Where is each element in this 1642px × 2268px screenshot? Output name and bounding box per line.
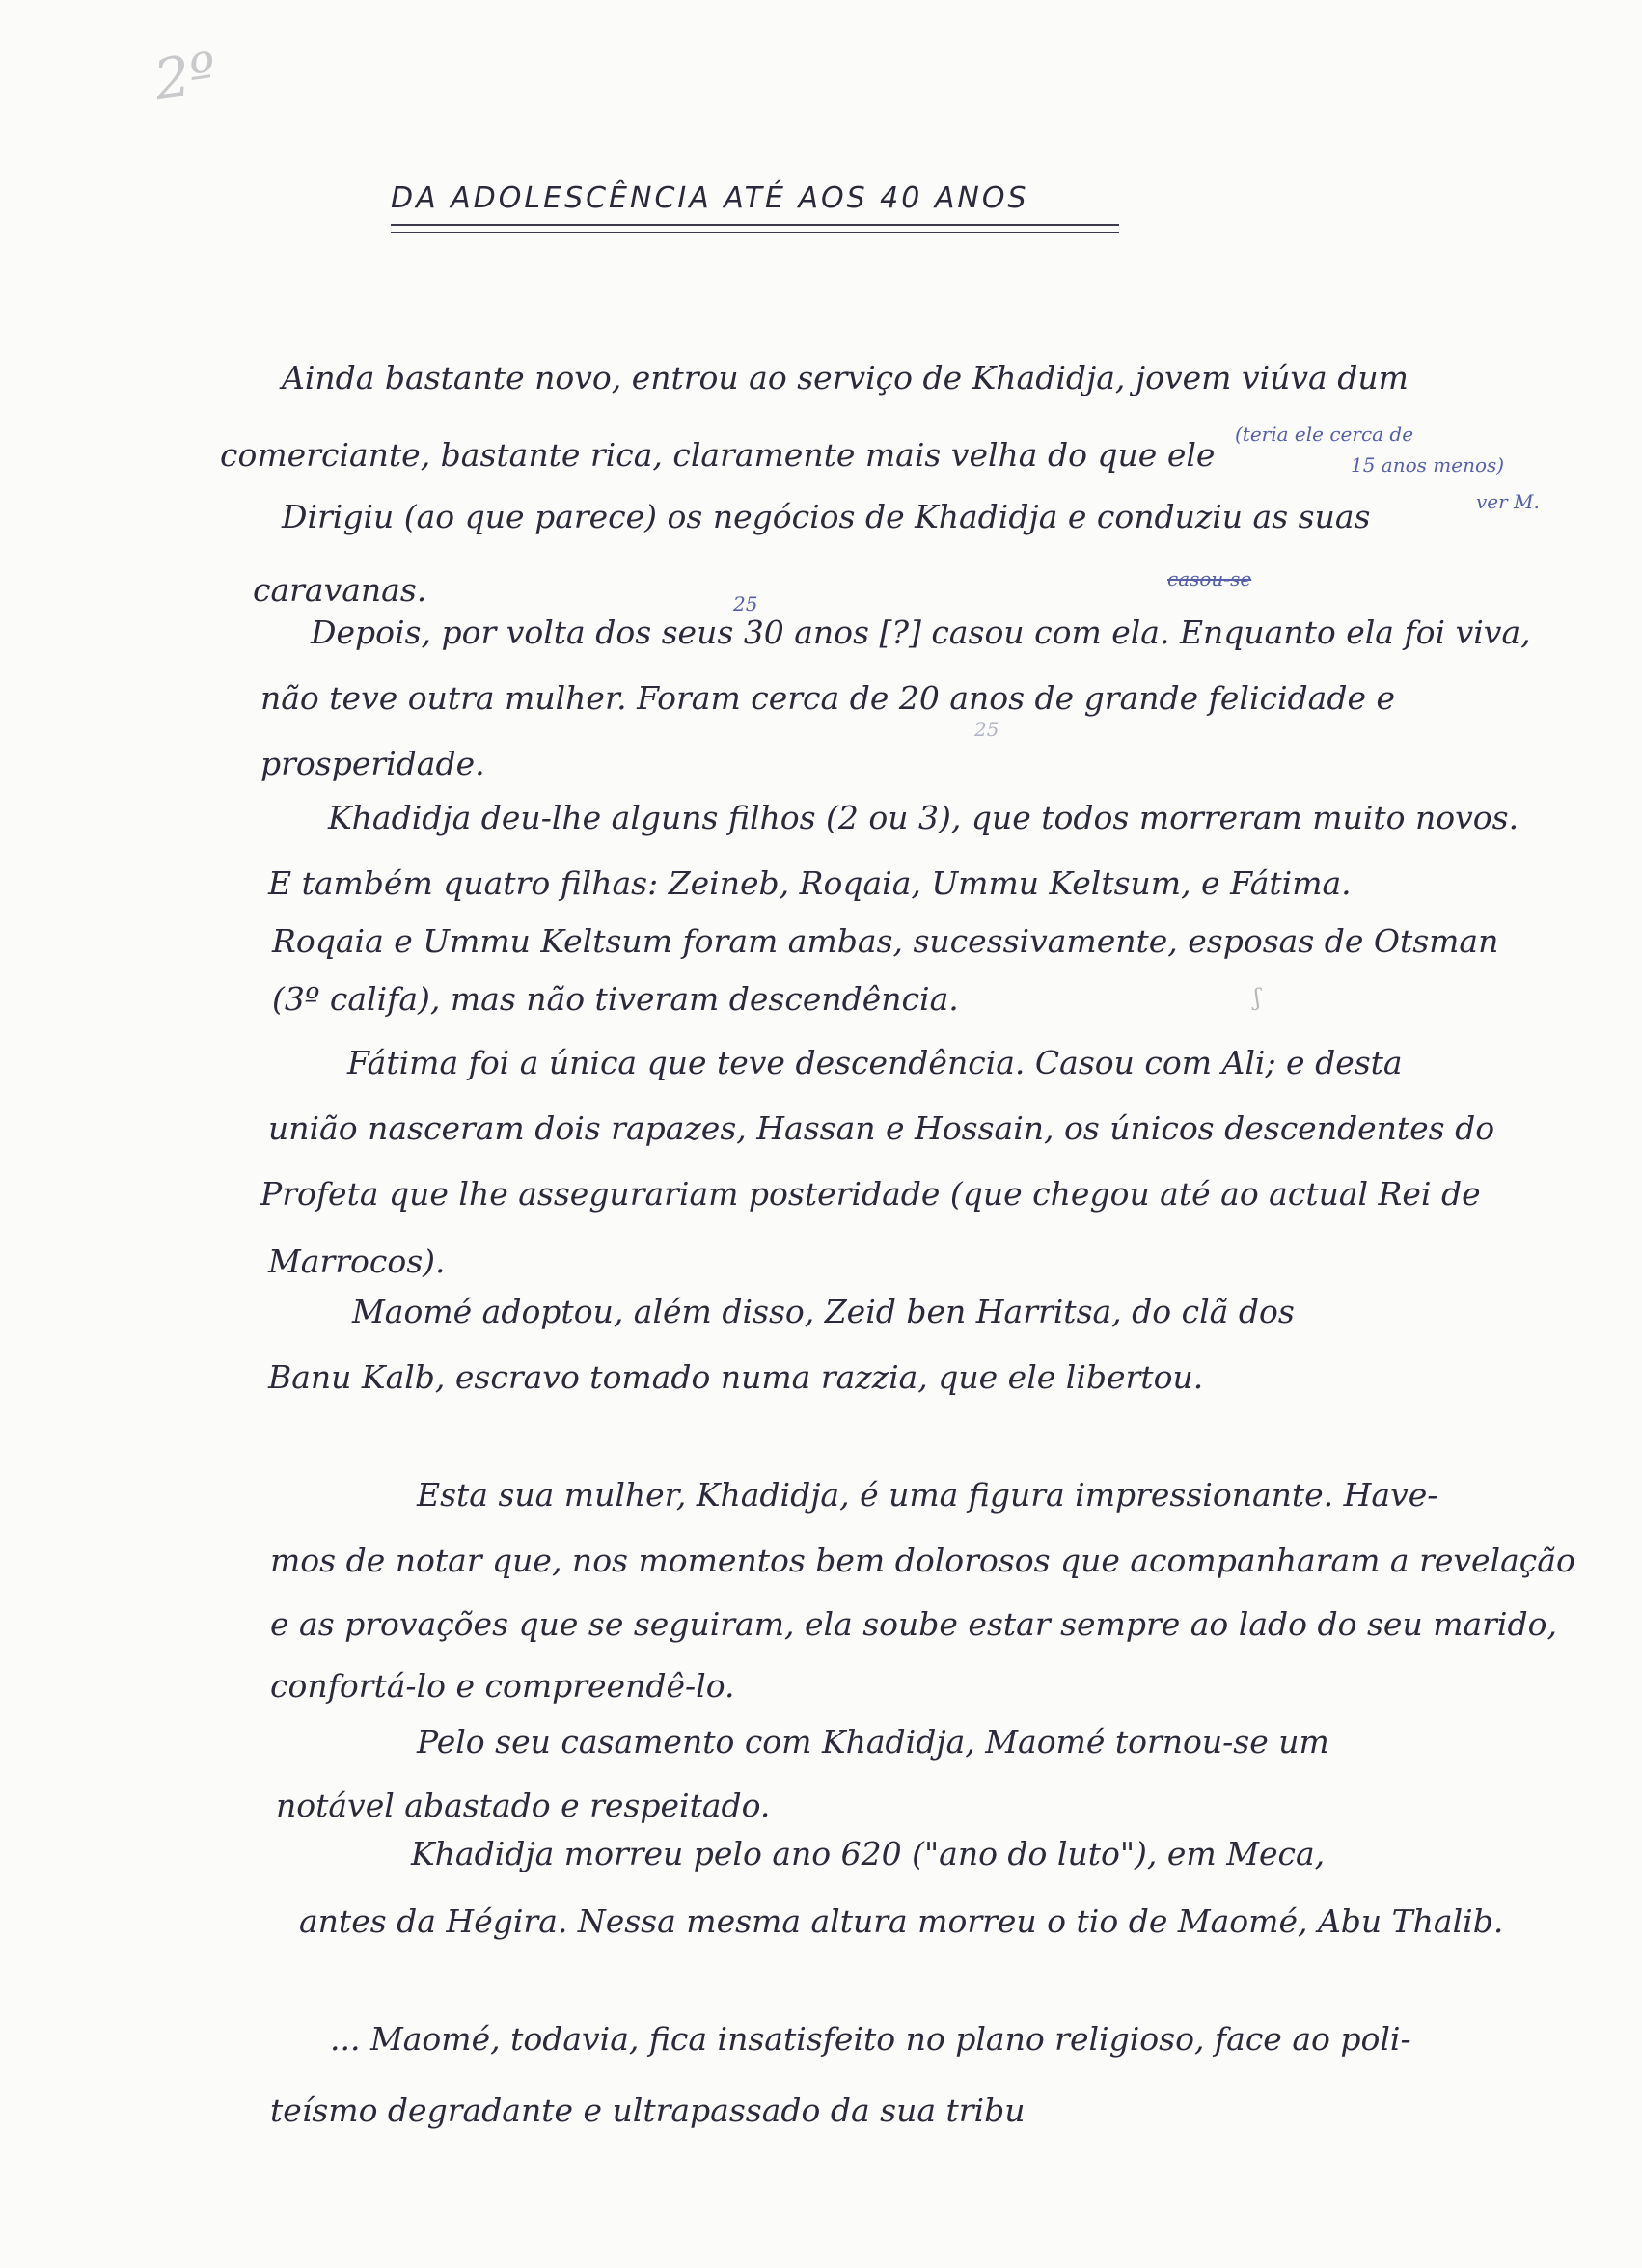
text-line: (3º califa), mas não tiveram descendência. xyxy=(272,980,959,1018)
text-line: Fátima foi a única que teve descendência. Casou com Ali; e desta xyxy=(347,1044,1403,1081)
page-number: 2º xyxy=(150,39,221,114)
text-line: prosperidade. xyxy=(260,745,485,782)
text-line: comerciante, bastante rica, claramente mais velha do que ele xyxy=(220,436,1216,474)
text-line: Khadidja morreu pelo ano 620 ("ano do luto"), em Meca, xyxy=(411,1835,1326,1872)
text-line: Maomé adoptou, além disso, Zeid ben Harritsa, do clã dos xyxy=(352,1293,1295,1330)
margin-note: ver M. xyxy=(1476,490,1540,513)
title-underline-1 xyxy=(391,224,1119,226)
text-line: Khadidja deu-lhe alguns filhos (2 ou 3), que todos morreram muito novos. xyxy=(328,799,1519,836)
margin-note: (teria ele cerca de xyxy=(1235,423,1414,446)
text-line: teísmo degradante e ultrapassado da sua tribu xyxy=(270,2091,1026,2129)
text-line: Profeta que lhe assegurariam posteridade (que chegou até ao actual Rei de xyxy=(260,1175,1481,1213)
text-line: união nasceram dois rapazes, Hassan e Hossain, os únicos descendentes do xyxy=(268,1109,1495,1147)
years-correction: 25 xyxy=(974,718,999,741)
text-line: mos de notar que, nos momentos bem dolorosos que acompanharam a revelação xyxy=(270,1542,1575,1579)
age-correction: 25 xyxy=(733,592,758,615)
text-line: Ainda bastante novo, entrou ao serviço de Khadidja, jovem viúva dum xyxy=(282,359,1409,396)
struck-annotation: casou-se xyxy=(1167,567,1252,590)
text-line: antes da Hégira. Nessa mesma altura morreu o tio de Maomé, Abu Thalib. xyxy=(299,1902,1504,1940)
text-line: Pelo seu casamento com Khadidja, Maomé tornou-se um xyxy=(417,1723,1329,1761)
text-line: ... Maomé, todavia, fica insatisfeito no plano religioso, face ao poli- xyxy=(330,2020,1411,2058)
text-line: Esta sua mulher, Khadidja, é uma figura impressionante. Have- xyxy=(417,1476,1438,1514)
margin-note: 15 anos menos) xyxy=(1351,453,1505,477)
text-line: Roqaia e Ummu Keltsum foram ambas, sucessivamente, esposas de Otsman xyxy=(272,922,1499,960)
text-line: confortá-lo e compreendê-lo. xyxy=(270,1667,735,1705)
text-line: Marrocos). xyxy=(268,1243,446,1280)
text-line: E também quatro filhas: Zeineb, Roqaia, Ummu Keltsum, e Fátima. xyxy=(268,864,1352,902)
title-underline-2 xyxy=(391,232,1119,233)
text-line: Depois, por volta dos seus 30 anos [?] casou com ela. Enquanto ela foi viva, xyxy=(311,614,1531,651)
text-line: e as provações que se seguiram, ela soube estar sempre ao lado do seu marido, xyxy=(270,1605,1557,1643)
page-title: DA ADOLESCÊNCIA ATÉ AOS 40 ANOS xyxy=(391,181,1029,215)
text-line: Dirigiu (ao que parece) os negócios de Khadidja e conduziu as suas xyxy=(282,498,1371,535)
text-line: caravanas. xyxy=(253,571,427,609)
text-line: Banu Kalb, escravo tomado numa razzia, que ele libertou. xyxy=(268,1358,1204,1396)
text-line: não teve outra mulher. Foram cerca de 20 anos de grande felicidade e xyxy=(260,679,1396,717)
text-line: notável abastado e respeitado. xyxy=(276,1787,771,1824)
ink-smudge: ʃ xyxy=(1254,984,1261,1011)
